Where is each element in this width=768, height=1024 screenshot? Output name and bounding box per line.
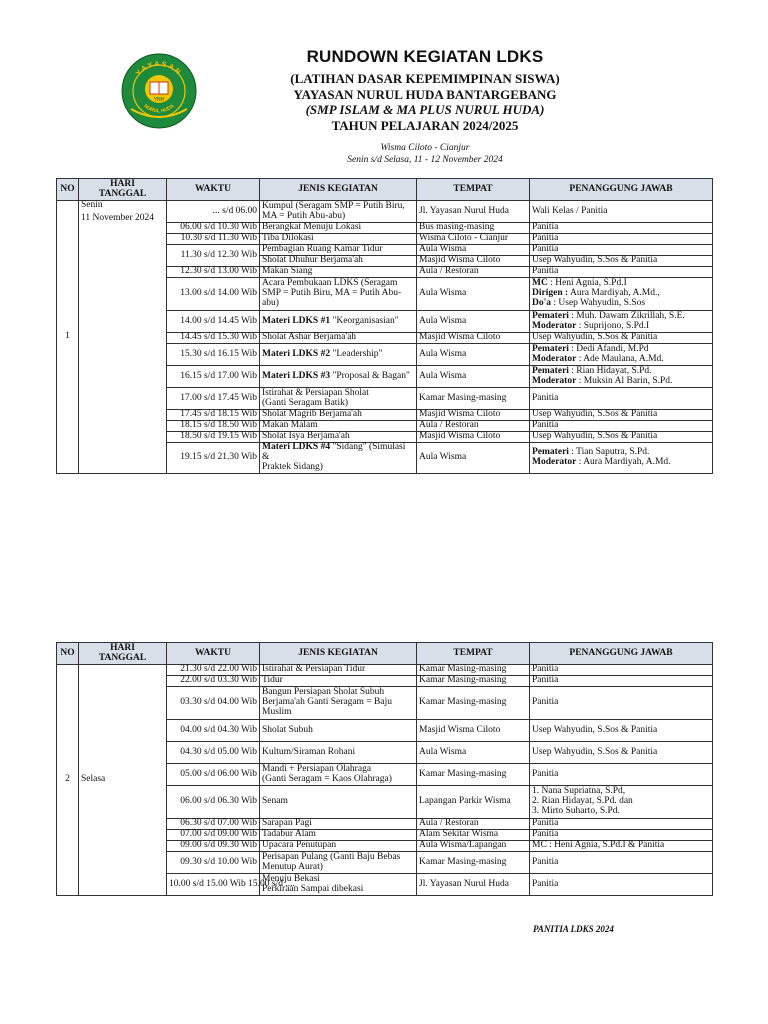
row-jenis-text: Tidur: [262, 675, 283, 686]
event-location: Wisma Ciloto - Cianjur: [380, 143, 470, 153]
pj-name: : Aura Mardiyah, A.Md.: [576, 456, 671, 467]
row-jenis-text: Tiba Dilokasi: [262, 233, 314, 244]
row-jenis-text: Sarapan Pagi: [262, 818, 312, 829]
row-waktu: 06.00 s/d 10.30 Wib: [167, 223, 260, 234]
document-subtitle-foundation: YAYASAN NURUL HUDA BANTARGEBANG: [293, 87, 557, 102]
row-tempat: Kamar Masing-masing: [417, 764, 530, 786]
row-jenis-kegiatan: [260, 841, 417, 852]
pj-role: MC: [532, 278, 548, 289]
header-hari-tanggal: HARI TANGGAL: [79, 179, 167, 201]
row-penanggung-jawab: Panitia: [530, 874, 713, 896]
logo-bottom-text: NURUL HUDA: [142, 103, 176, 115]
row-tempat: Alam Sekitar Wisma: [417, 830, 530, 841]
row-penanggung-jawab: Panitia: [530, 687, 713, 720]
row-jenis-bold: Materi LDKS #4: [262, 442, 331, 452]
row-jenis-text: Makan Malam: [262, 420, 318, 431]
row-penanggung-jawab: Usep Wahyudin, S.Sos & Panitia: [530, 256, 713, 267]
row-waktu: 05.00 s/d 06.00 Wib: [167, 764, 260, 786]
row-penanggung-jawab: Usep Wahyudin, S.Sos & Panitia: [530, 432, 713, 443]
pj-role: Moderator: [532, 320, 577, 331]
row-jenis-kegiatan: [260, 764, 417, 786]
row-tempat: Masjid Wisma Ciloto: [417, 432, 530, 443]
pj-name: : Muksin Al Barin, S.Pd.: [576, 375, 673, 386]
table-row: [57, 665, 713, 676]
row-tempat: Aula Wisma: [417, 443, 530, 474]
row-jenis-kegiatan: [260, 819, 417, 830]
row-tempat: Aula / Restoran: [417, 819, 530, 830]
row-jenis-kegiatan: [260, 874, 417, 896]
row-jenis-kegiatan: [260, 333, 417, 344]
row-penanggung-jawab: MC : Heni Agnia, S.Pd.I & Panitia: [530, 841, 713, 852]
row-tempat: Kamar Masing-masing: [417, 676, 530, 687]
header-waktu: WAKTU: [167, 643, 260, 665]
row-penanggung-jawab: Usep Wahyudin, S.Sos & Panitia: [530, 333, 713, 344]
row-jenis-text: Senam: [262, 796, 288, 807]
row-penanggung-jawab: [530, 311, 713, 333]
row-penanggung-jawab: Panitia: [530, 852, 713, 874]
row-jenis-bold: Materi LDKS #3: [262, 370, 331, 381]
row-tempat: Aula Wisma: [417, 742, 530, 764]
row-tempat: Aula Wisma: [417, 245, 530, 256]
header-penanggung-jawab: PENANGGUNG JAWAB: [530, 643, 713, 665]
row-jenis-text: Acara Pembukaan LDKS (Seragam SMP = Putih Biru, MA = Putih Abu-abu): [262, 278, 402, 308]
row-jenis-kegiatan: [260, 676, 417, 687]
pj-role: Pemateri: [532, 343, 569, 354]
row-tempat: Aula / Restoran: [417, 421, 530, 432]
row-jenis-text: Makan Siang: [262, 266, 313, 277]
pj-role: Do'a: [532, 297, 551, 308]
document-subtitle-program: (LATIHAN DASAR KEPEMIMPINAN SISWA): [290, 71, 560, 86]
row-jenis-kegiatan: [260, 267, 417, 278]
row-waktu: 15.30 s/d 16.15 Wib: [167, 344, 260, 366]
row-tempat: Aula Wisma: [417, 344, 530, 366]
row-penanggung-jawab: Wali Kelas / Panitia: [530, 201, 713, 223]
row-tempat: Kamar Masing-masing: [417, 665, 530, 676]
row-waktu: 19.15 s/d 21.30 Wib: [167, 443, 260, 474]
row-tempat: Lapangan Parkir Wisma: [417, 786, 530, 819]
row-tanggal: 11 November 2024: [81, 212, 154, 223]
row-waktu: 10.00 s/d 15.00 Wib 15.00 s/d ....: [167, 874, 260, 896]
row-waktu: ... s/d 06.00: [167, 201, 260, 223]
pj-line: [532, 458, 710, 468]
header-waktu: WAKTU: [167, 179, 260, 201]
row-penanggung-jawab: Panitia: [530, 421, 713, 432]
pj-role: Moderator: [532, 353, 577, 364]
row-penanggung-jawab: Panitia: [530, 676, 713, 687]
row-jenis-text: Tadabur Alam: [262, 829, 316, 840]
row-jenis-text: Bangun Persiapan Sholat Subuh Berjama'ah Ganti Seragam = Baju Muslim: [262, 687, 392, 717]
row-penanggung-jawab: Usep Wahyudin, S.Sos & Panitia: [530, 742, 713, 764]
pj-role: Pemateri: [532, 446, 569, 457]
row-waktu: 03.30 s/d 04.00 Wib: [167, 687, 260, 720]
row-jenis-text: Istirahat & Persiapan Sholat (Ganti Seragam Batik): [262, 387, 369, 408]
row-jenis-text: "Sidang" (Simulasi & Praktek Sidang): [262, 442, 406, 472]
header-no: NO: [57, 179, 79, 201]
row-jenis-kegiatan: [260, 278, 417, 311]
pj-line: [532, 355, 710, 365]
row-tempat: Masjid Wisma Ciloto: [417, 720, 530, 742]
row-waktu: 17.45 s/d 18.15 Wib: [167, 410, 260, 421]
event-date: Senin s/d Selasa, 11 - 12 November 2024: [347, 155, 503, 165]
row-penanggung-jawab: Panitia: [530, 223, 713, 234]
pj-name: : Muh. Dawam Zikrillah, S.E.: [568, 310, 685, 321]
row-jenis-text: Sholat Subuh: [262, 724, 313, 735]
row-jenis-kegiatan: [260, 665, 417, 676]
row-penanggung-jawab: [530, 278, 713, 311]
row-waktu: 10.30 s/d 11.30 Wib: [167, 234, 260, 245]
row-jenis-bold: Materi LDKS #2: [262, 348, 331, 359]
row-penanggung-jawab: Panitia: [530, 234, 713, 245]
row-penanggung-jawab: [530, 344, 713, 366]
row-penanggung-jawab: Panitia: [530, 267, 713, 278]
row-penanggung-jawab: Panitia: [530, 819, 713, 830]
row-waktu: 18.50 s/d 19.15 Wib: [167, 432, 260, 443]
row-jenis-text: Berangkat Menuju Lokasi: [262, 222, 362, 233]
row-jenis-bold: Materi LDKS #1: [262, 315, 331, 326]
pj-role: Pemateri: [532, 310, 569, 321]
row-waktu: 14.45 s/d 15.30 Wib: [167, 333, 260, 344]
row-jenis-kegiatan: [260, 223, 417, 234]
pj-line: [532, 322, 710, 332]
row-waktu: 07.00 s/d 09.00 Wib: [167, 830, 260, 841]
pj-role: Dirigen :: [532, 288, 569, 299]
row-waktu: 06.00 s/d 06.30 Wib: [167, 786, 260, 819]
pj-line: [532, 299, 710, 309]
row-waktu: 22.00 s/d 03.30 Wib: [167, 676, 260, 687]
row-penanggung-jawab: Panitia: [530, 388, 713, 410]
header-penanggung-jawab: PENANGGUNG JAWAB: [530, 179, 713, 201]
row-hari: Senin: [81, 200, 103, 210]
row-jenis-text: Upacara Penutupan: [262, 840, 337, 851]
row-hari-tanggal: [79, 201, 167, 474]
table-header-row: [57, 643, 713, 665]
row-waktu: 18.15 s/d 18.50 Wib: [167, 421, 260, 432]
document-title: RUNDOWN KEGIATAN LDKS: [306, 47, 544, 66]
row-penanggung-jawab: [530, 443, 713, 474]
pj-name: : Heni Agnia, S.Pd.I: [547, 278, 627, 289]
row-jenis-text: Pembagian Ruang Kamar Tidur: [262, 244, 383, 255]
row-tempat: Aula / Restoran: [417, 267, 530, 278]
pj-name: Aura Mardiyah, A.Md.,: [568, 288, 660, 299]
logo-center-text: YNH: [153, 97, 165, 103]
row-hari: Selasa: [81, 774, 106, 785]
row-waktu: 16.15 s/d 17.00 Wib: [167, 366, 260, 388]
header-jenis-kegiatan: JENIS KEGIATAN: [260, 643, 417, 665]
row-jenis-kegiatan: [260, 201, 417, 223]
pj-name: : Tian Saputra, S.Pd.: [568, 446, 650, 457]
row-jenis-text: Sholat Isya Berjama'ah: [262, 431, 350, 442]
row-jenis-kegiatan: [260, 234, 417, 245]
row-penanggung-jawab: [530, 366, 713, 388]
row-jenis-text: "Proposal & Bagan": [330, 370, 410, 381]
row-jenis-kegiatan: [260, 311, 417, 333]
row-jenis-text: "Leadership": [330, 348, 383, 359]
header-hari-tanggal: HARI TANGGAL: [79, 643, 167, 665]
document-subtitle-year: TAHUN PELAJARAN 2024/2025: [331, 118, 519, 133]
row-tempat: Jl. Yayasan Nurul Huda: [417, 874, 530, 896]
pj-name: : Dedi Afandi, M.Pd: [568, 343, 649, 354]
header-tempat: TEMPAT: [417, 643, 530, 665]
pj-line: [532, 377, 710, 387]
row-jenis-text: Perisapan Pulang (Ganti Baju Bebas Menutup Aurat): [262, 851, 401, 872]
row-jenis-kegiatan: [260, 852, 417, 874]
row-jenis-kegiatan: [260, 720, 417, 742]
row-jenis-text: Kumpul (Seragam SMP = Putih Biru, MA = Putih Abu-abu): [262, 200, 405, 221]
row-tempat: Kamar Masing-masing: [417, 852, 530, 874]
row-jenis-kegiatan: [260, 742, 417, 764]
row-tempat: Masjid Wisma Ciloto: [417, 410, 530, 421]
row-tempat: Aula Wisma/Lapangan: [417, 841, 530, 852]
pj-name: : Suprijono, S.Pd.I: [576, 320, 650, 331]
pj-role: Moderator: [532, 456, 577, 467]
row-jenis-kegiatan: [260, 344, 417, 366]
row-waktu: 04.00 s/d 04.30 Wib: [167, 720, 260, 742]
row-jenis-kegiatan: [260, 421, 417, 432]
header-tempat: TEMPAT: [417, 179, 530, 201]
row-jenis-kegiatan: [260, 256, 417, 267]
footer-signature: PANITIA LDKS 2024: [533, 924, 614, 934]
rundown-table-day1: [56, 178, 713, 474]
row-jenis-kegiatan: [260, 366, 417, 388]
row-jenis-kegiatan: [260, 245, 417, 256]
row-jenis-text: Istirahat & Persiapan Tidur: [262, 664, 366, 675]
row-waktu: 09.00 s/d 09.30 Wib: [167, 841, 260, 852]
row-no: 2: [57, 665, 79, 896]
row-tempat: Aula Wisma: [417, 366, 530, 388]
rundown-table-day2: [56, 642, 713, 896]
row-jenis-kegiatan: [260, 443, 417, 474]
row-penanggung-jawab: Panitia: [530, 245, 713, 256]
row-no: 1: [57, 201, 79, 474]
row-penanggung-jawab: Panitia: [530, 764, 713, 786]
row-tempat: Kamar Masing-masing: [417, 388, 530, 410]
row-penanggung-jawab: 1. Nana Supriatna, S.Pd, 2. Rian Hidayat, S.Pd. dan 3. Mirto Suharto, S.Pd.: [530, 786, 713, 819]
row-tempat: Aula Wisma: [417, 278, 530, 311]
document-subtitle-schools: (SMP ISLAM & MA PLUS NURUL HUDA): [305, 102, 545, 117]
row-jenis-text: Sholat Magrib Berjama'ah: [262, 409, 362, 420]
row-jenis-kegiatan: [260, 687, 417, 720]
row-waktu: 09.30 s/d 10.00 Wib: [167, 852, 260, 874]
row-waktu: 06.30 s/d 07.00 Wib: [167, 819, 260, 830]
table-row: [57, 201, 713, 223]
row-tempat: Bus masing-masing: [417, 223, 530, 234]
row-jenis-kegiatan: [260, 432, 417, 443]
row-jenis-text: Sholat Ashar Berjama'ah: [262, 332, 357, 343]
pj-name: : Usep Wahyudin, S.Sos: [551, 297, 646, 308]
row-tempat: Masjid Wisma Ciloto: [417, 333, 530, 344]
row-jenis-kegiatan: [260, 410, 417, 421]
row-jenis-text: Kultum/Siraman Rohani: [262, 746, 356, 757]
row-jenis-kegiatan: [260, 388, 417, 410]
pj-role: Moderator: [532, 375, 577, 386]
row-penanggung-jawab: Usep Wahyudin, S.Sos & Panitia: [530, 410, 713, 421]
pj-name: : Ade Maulana, A.Md.: [576, 353, 664, 364]
row-waktu: 13.00 s/d 14.00 Wib: [167, 278, 260, 311]
row-jenis-text: Mandi + Persiapan Olahraga (Ganti Seragam = Kaos Olahraga): [262, 763, 392, 784]
row-waktu: 12.30 s/d 13.00 Wib: [167, 267, 260, 278]
pj-role: Pemateri: [532, 365, 569, 376]
row-jenis-kegiatan: [260, 830, 417, 841]
logo-arc-text: YAYASAN: [135, 60, 183, 78]
row-waktu: 14.00 s/d 14.45 Wib: [167, 311, 260, 333]
row-penanggung-jawab: Usep Wahyudin, S.Sos & Panitia: [530, 720, 713, 742]
row-penanggung-jawab: Panitia: [530, 830, 713, 841]
row-waktu: 21.30 s/d 22.00 Wib: [167, 665, 260, 676]
row-waktu: 17.00 s/d 17.45 Wib: [167, 388, 260, 410]
row-hari-tanggal: [79, 665, 167, 896]
row-tempat: Wisma Ciloto - Cianjur: [417, 234, 530, 245]
row-tempat: Jl. Yayasan Nurul Huda: [417, 201, 530, 223]
row-jenis-text: "Keorganisasian": [330, 315, 399, 326]
row-jenis-kegiatan: [260, 786, 417, 819]
row-jenis-text: Menuju Bekasi Perkiraan Sampai dibekasi: [262, 873, 364, 894]
row-tempat: Kamar Masing-masing: [417, 687, 530, 720]
row-jenis-text: Sholat Dhuhur Berjama'ah: [262, 255, 363, 266]
row-penanggung-jawab: Panitia: [530, 665, 713, 676]
header-jenis-kegiatan: JENIS KEGIATAN: [260, 179, 417, 201]
table-header-row: [57, 179, 713, 201]
row-tempat: Masjid Wisma Ciloto: [417, 256, 530, 267]
row-waktu: 11.30 s/d 12.30 Wib: [167, 245, 260, 267]
pj-name: : Rian Hidayat, S.Pd.: [568, 365, 652, 376]
row-tempat: Aula Wisma: [417, 311, 530, 333]
row-waktu: 04.30 s/d 05.00 Wib: [167, 742, 260, 764]
header-no: NO: [57, 643, 79, 665]
